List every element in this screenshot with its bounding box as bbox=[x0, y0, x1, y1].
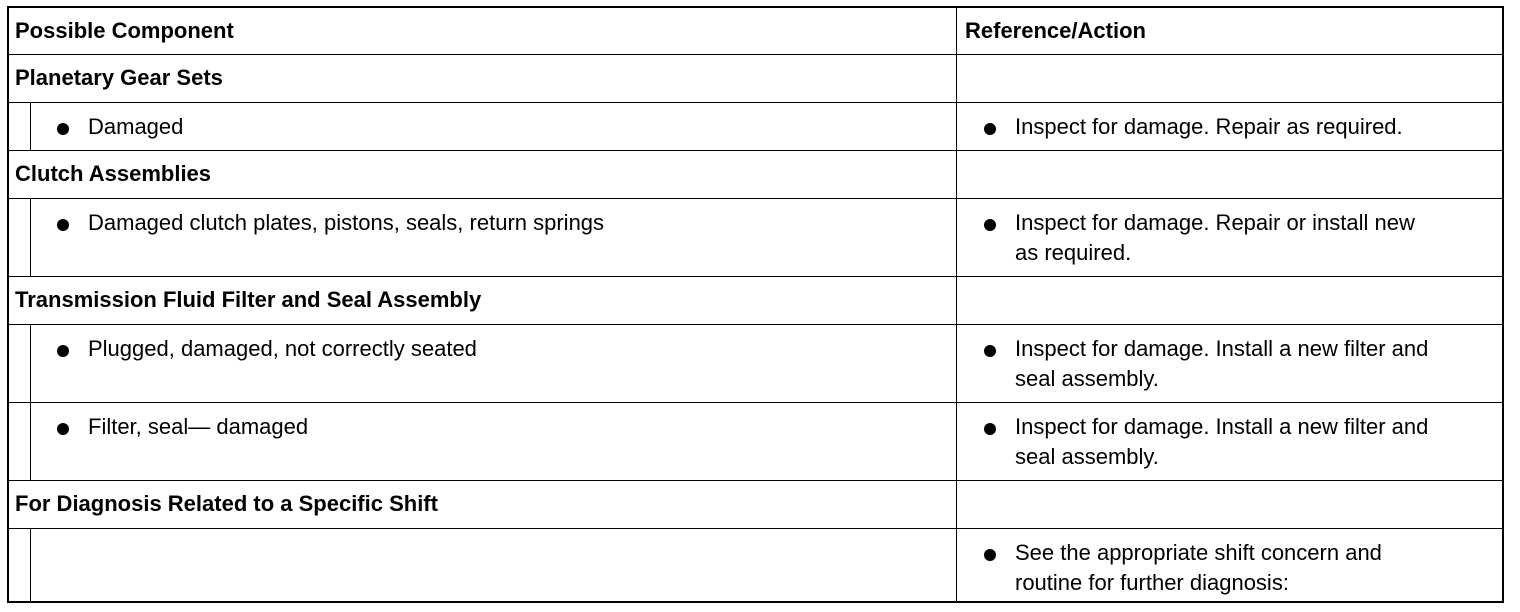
component-text: Plugged, damaged, not correctly seated bbox=[88, 336, 477, 361]
action-line: seal assembly. bbox=[1015, 444, 1159, 469]
action-line: See the appropriate shift concern and bbox=[1015, 540, 1382, 565]
section-title: Planetary Gear Sets bbox=[15, 65, 223, 90]
column-divider bbox=[956, 403, 957, 480]
action-line: Inspect for damage. Repair or install new bbox=[1015, 210, 1415, 235]
section-row bbox=[9, 150, 1502, 198]
bullet-icon bbox=[984, 219, 996, 231]
section-row bbox=[9, 54, 1502, 102]
table-row bbox=[9, 198, 1502, 276]
bullet-icon bbox=[57, 123, 69, 135]
action-line: Inspect for damage. Install a new filter and bbox=[1015, 414, 1429, 439]
indent-divider bbox=[30, 403, 31, 480]
indent-divider bbox=[30, 199, 31, 276]
section-row bbox=[9, 276, 1502, 324]
column-divider bbox=[956, 151, 957, 198]
action-line: routine for further diagnosis: bbox=[1015, 570, 1289, 595]
bullet-icon bbox=[984, 123, 996, 135]
bullet-icon bbox=[984, 423, 996, 435]
column-divider bbox=[956, 277, 957, 324]
component-text: Damaged clutch plates, pistons, seals, return springs bbox=[88, 210, 605, 235]
bullet-icon bbox=[57, 423, 69, 435]
header-row bbox=[9, 8, 1502, 54]
bullet-icon bbox=[57, 345, 69, 357]
section-title: Transmission Fluid Filter and Seal Assembly bbox=[15, 287, 482, 312]
header-action: Reference/Action bbox=[965, 18, 1146, 43]
action-line: seal assembly. bbox=[1015, 366, 1159, 391]
action-line: Inspect for damage. Install a new filter and bbox=[1015, 336, 1429, 361]
table-row bbox=[9, 402, 1502, 480]
column-divider bbox=[956, 529, 957, 602]
bullet-icon bbox=[984, 549, 996, 561]
diagnosis-table bbox=[7, 6, 1504, 603]
indent-divider bbox=[30, 103, 31, 150]
bullet-icon bbox=[57, 219, 69, 231]
column-divider bbox=[956, 325, 957, 402]
table-row bbox=[9, 102, 1502, 150]
column-divider bbox=[956, 481, 957, 528]
action-line: as required. bbox=[1015, 240, 1132, 265]
indent-divider bbox=[30, 529, 31, 602]
header-component: Possible Component bbox=[15, 18, 234, 43]
section-row bbox=[9, 480, 1502, 528]
component-text: Filter, seal— damaged bbox=[88, 414, 309, 439]
column-divider bbox=[956, 8, 957, 54]
indent-divider bbox=[30, 325, 31, 402]
table-row bbox=[9, 324, 1502, 402]
component-text: Damaged bbox=[88, 114, 184, 139]
section-title: For Diagnosis Related to a Specific Shift bbox=[15, 491, 438, 516]
section-title: Clutch Assemblies bbox=[15, 161, 212, 186]
action-line: Inspect for damage. Repair as required. bbox=[1015, 114, 1403, 139]
column-divider bbox=[956, 55, 957, 102]
column-divider bbox=[956, 103, 957, 150]
table-row bbox=[9, 528, 1502, 602]
column-divider bbox=[956, 199, 957, 276]
bullet-icon bbox=[984, 345, 996, 357]
